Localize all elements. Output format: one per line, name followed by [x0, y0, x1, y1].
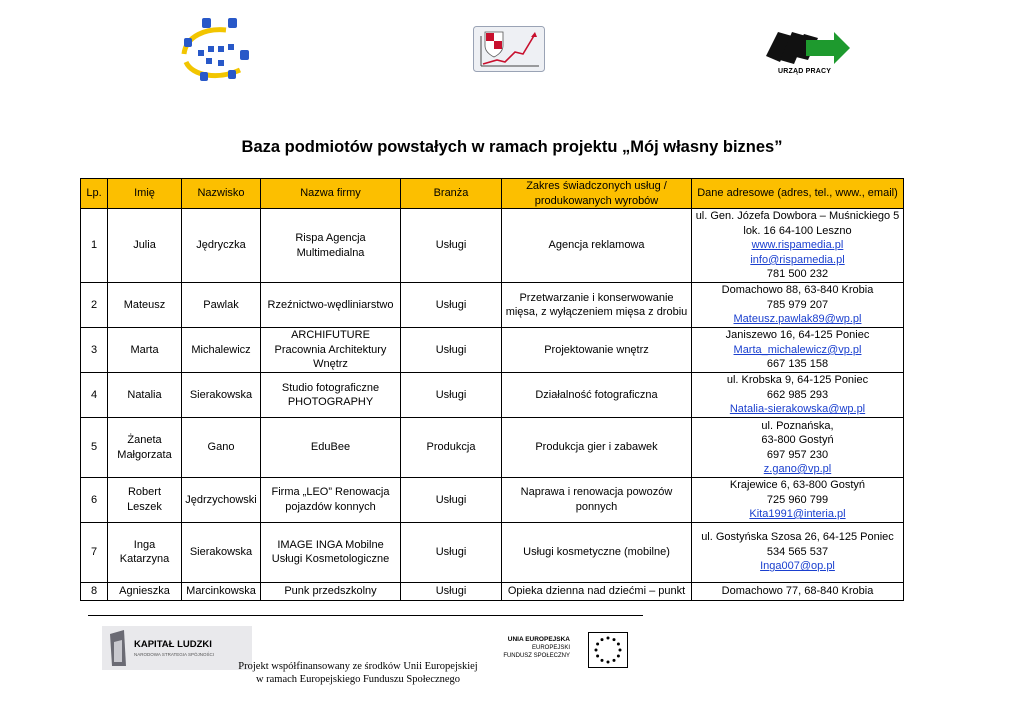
- cell-adres: [692, 418, 904, 478]
- cell-lp: 7: [81, 522, 108, 582]
- cell-lp: 4: [81, 373, 108, 418]
- kapital-ludzki-title: KAPITAŁ LUDZKI: [134, 639, 212, 650]
- table-row: [81, 328, 904, 373]
- phone-text: 662 985 293: [766, 388, 829, 401]
- col-header-zakres: Zakres świadczonych usług / produkowanych wyrobów: [502, 179, 692, 209]
- cofinancing-note: [238, 660, 478, 686]
- table-row: [81, 418, 904, 478]
- cell-imie: Mateusz: [108, 283, 182, 328]
- phone-text: 725 960 799: [766, 493, 829, 506]
- table-row: [81, 522, 904, 582]
- col-header-firma: Nazwa firmy: [261, 179, 401, 209]
- table-header-row: [81, 179, 904, 209]
- col-header-adres: Dane adresowe (adres, tel., www., email): [692, 179, 904, 209]
- cell-lp: 2: [81, 283, 108, 328]
- cell-adres: [692, 373, 904, 418]
- cell-branza: Usługi: [401, 283, 502, 328]
- cell-branza: Usługi: [401, 478, 502, 523]
- col-header-nazwisko: Nazwisko: [182, 179, 261, 209]
- cell-branza: Usługi: [401, 522, 502, 582]
- cell-nazwisko: Jędryczka: [182, 209, 261, 283]
- email-link[interactable]: Kita1991@interia.pl: [749, 508, 846, 520]
- email-link[interactable]: info@rispamedia.pl: [750, 253, 845, 266]
- cell-nazwisko: Michalewicz: [182, 328, 261, 373]
- cell-firma: Studio fotograficzne PHOTOGRAPHY: [261, 373, 401, 418]
- cofinancing-note-line: Projekt współfinansowany ze środków Unii Europejskiej: [238, 661, 478, 672]
- cell-zakres: Projektowanie wnętrz: [502, 328, 692, 373]
- cell-imie: Robert Leszek: [108, 478, 182, 523]
- email-link[interactable]: Marta_michalewicz@vp.pl: [733, 343, 862, 356]
- cell-zakres: Agencja reklamowa: [502, 209, 692, 283]
- cell-firma: Firma „LEO” Renowacja pojazdów konnych: [261, 478, 401, 523]
- address-text: Janiszewo 16, 64-125 Poniec: [725, 329, 870, 342]
- county-growth-logo: [473, 26, 545, 72]
- website-link[interactable]: www.rispamedia.pl: [751, 239, 844, 252]
- col-header-lp: Lp.: [81, 179, 108, 209]
- page-title: Baza podmiotów powstałych w ramach projektu „Mój własny biznes”: [241, 138, 783, 156]
- cell-lp: 6: [81, 478, 108, 523]
- address-text: ul. Krobska 9, 64-125 Poniec: [726, 374, 869, 387]
- cell-adres: [692, 582, 904, 600]
- cell-imie: Marta: [108, 328, 182, 373]
- col-header-imie: Imię: [108, 179, 182, 209]
- col-header-branza: Branża: [401, 179, 502, 209]
- cell-zakres: Usługi kosmetyczne (mobilne): [502, 522, 692, 582]
- cell-branza: Usługi: [401, 328, 502, 373]
- email-link[interactable]: Natalia-sierakowska@wp.pl: [729, 403, 866, 416]
- address-text: ul. Poznańska,: [761, 419, 834, 432]
- address-text: ul. Gen. Józefa Dowbora – Muśnickiego 5 lok. 16 64-100 Leszno: [695, 210, 900, 237]
- cell-zakres: Produkcja gier i zabawek: [502, 418, 692, 478]
- cell-adres: [692, 522, 904, 582]
- cell-branza: Usługi: [401, 373, 502, 418]
- cell-firma: EduBee: [261, 418, 401, 478]
- cell-nazwisko: Marcinkowska: [182, 582, 261, 600]
- cell-imie: Natalia: [108, 373, 182, 418]
- address-text: 63-800 Gostyń: [761, 434, 834, 446]
- cell-nazwisko: Pawlak: [182, 283, 261, 328]
- phone-text: 781 500 232: [766, 268, 829, 281]
- address-text: ul. Gostyńska Szosa 26, 64-125 Poniec: [701, 531, 894, 544]
- cell-nazwisko: Jędrzychowski: [182, 478, 261, 523]
- cell-firma: Rispa Agencja Multimedialna: [261, 209, 401, 283]
- eu-label-line: FUNDUSZ SPOŁECZNY: [503, 653, 570, 659]
- email-link[interactable]: z.gano@vp.pl: [763, 463, 832, 475]
- table-row: [81, 283, 904, 328]
- cell-zakres: Naprawa i renowacja powozów ponnych: [502, 478, 692, 523]
- eu-label: [500, 636, 570, 660]
- cell-lp: 8: [81, 582, 108, 600]
- cell-branza: Usługi: [401, 582, 502, 600]
- cell-lp: 5: [81, 418, 108, 478]
- urzad-pracy-label: URZĄD PRACY: [778, 68, 832, 75]
- cell-firma: Punk przedszkolny: [261, 582, 401, 600]
- cell-adres: [692, 478, 904, 523]
- cell-lp: 1: [81, 209, 108, 283]
- footer-divider: [88, 615, 643, 616]
- project-logo: [178, 16, 256, 84]
- cell-adres: [692, 328, 904, 373]
- address-text: Krajewice 6, 63-800 Gostyń: [729, 479, 866, 491]
- cell-firma: ARCHIFUTURE Pracownia Architektury Wnętrz: [261, 328, 401, 373]
- table-row: [81, 478, 904, 523]
- eu-label-line: EUROPEJSKI: [531, 645, 570, 651]
- business-table: [80, 178, 904, 601]
- cell-imie: Agnieszka: [108, 582, 182, 600]
- phone-text: 534 565 537: [766, 545, 829, 558]
- cell-nazwisko: Sierakowska: [182, 373, 261, 418]
- cell-zakres: Opieka dzienna nad dziećmi – punkt: [502, 582, 692, 600]
- cell-zakres: Przetwarzanie i konserwowanie mięsa, z wyłączeniem mięsa z drobiu: [502, 283, 692, 328]
- phone-text: 667 135 158: [766, 358, 829, 371]
- cell-adres: [692, 283, 904, 328]
- cell-imie: Inga Katarzyna: [108, 522, 182, 582]
- table-row: [81, 373, 904, 418]
- kapital-ludzki-subtitle: NARODOWA STRATEGIA SPÓJNOŚCI: [134, 652, 215, 657]
- cell-branza: Usługi: [401, 209, 502, 283]
- cell-zakres: Działalność fotograficzna: [502, 373, 692, 418]
- cell-adres: [692, 209, 904, 283]
- cell-firma: IMAGE INGA Mobilne Usługi Kosmetologiczne: [261, 522, 401, 582]
- address-text: Domachowo 88, 63-840 Krobia: [721, 284, 874, 297]
- eu-flag-icon: [588, 632, 628, 668]
- eu-label-line: UNIA EUROPEJSKA: [507, 636, 570, 643]
- cell-branza: Produkcja: [401, 418, 502, 478]
- cell-imie: Julia: [108, 209, 182, 283]
- phone-text: 785 979 207: [766, 298, 829, 311]
- address-text: Domachowo 77, 68-840 Krobia: [721, 584, 874, 597]
- table-row: [81, 582, 904, 600]
- phone-text: 697 957 230: [766, 448, 829, 461]
- cell-imie: Żaneta Małgorzata: [108, 418, 182, 478]
- table-row: [81, 209, 904, 283]
- cell-lp: 3: [81, 328, 108, 373]
- email-link[interactable]: Mateusz.pawlak89@wp.pl: [733, 313, 862, 326]
- cell-nazwisko: Gano: [182, 418, 261, 478]
- cell-firma: Rzeźnictwo-wędliniarstwo: [261, 283, 401, 328]
- email-link[interactable]: Inga007@op.pl: [760, 560, 835, 573]
- cell-nazwisko: Sierakowska: [182, 522, 261, 582]
- cofinancing-note-line: w ramach Europejskiego Funduszu Społecznego: [255, 674, 461, 685]
